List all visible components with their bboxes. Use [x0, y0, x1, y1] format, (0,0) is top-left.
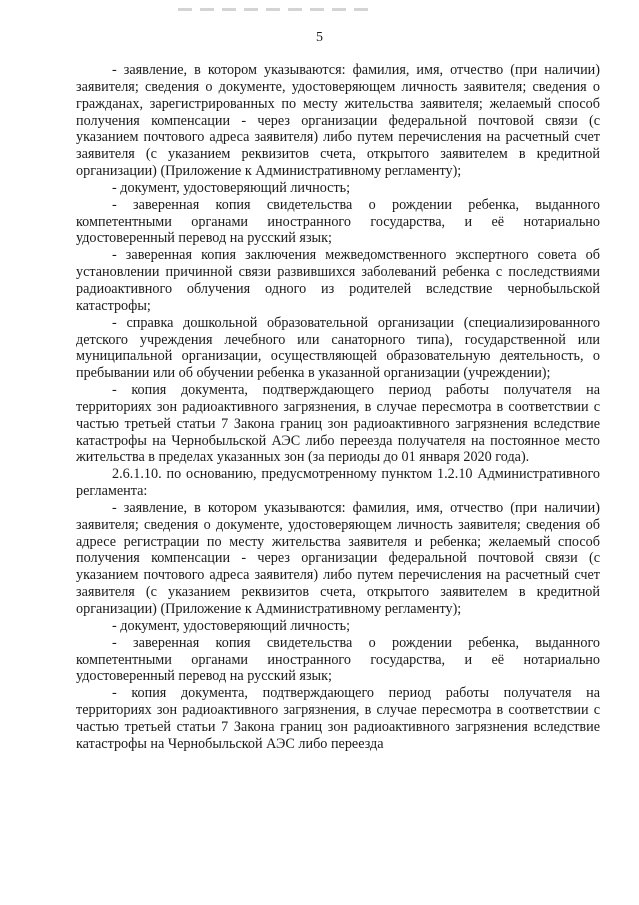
document-body [76, 62, 600, 753]
list-item-identity-document: - документ, удостоверяющий личность; [112, 617, 351, 634]
list-item-preschool-certificate: - справка дошкольной образовательной организации (специализированного детского учреждения лечебного или санаторного типа), государственной или муниципальной организации, осуществляющей образовательную деятельность, о пребывании или об обучении ребенка в указанной организации (учреждении); [76, 314, 600, 382]
list-item-work-period-document: - копия документа, подтверждающего период работы получателя на территориях зон радиоактивного загрязнения, в случае пересмотра в соответствии с частью третьей статьи 7 Закона границ зон радиоактивного загрязнения вследствие катастрофы на Чернобыльской АЭС либо переезда получателя на постоянное место жительства в пределах указанных зон (за периоды до 01 января 2020 года). [76, 382, 600, 466]
list-item-expert-council-conclusion: - заверенная копия заключения межведомственного экспертного совета об установлении причинной связи развившихся заболеваний ребенка с последствиями радиоактивного облучения одного из родителей вследствие чернобыльской катастрофы; [76, 247, 600, 314]
list-item-birth-certificate-copy: - заверенная копия свидетельства о рождении ребенка, выданного компетентными органами иностранного государства, и её нотариально удостоверенный перевод на русский язык; [76, 634, 600, 685]
scan-header-marks [178, 8, 368, 11]
section-2-6-1-10-heading: 2.6.1.10. по основанию, предусмотренному пунктом 1.2.10 Административного регламента: [76, 466, 600, 500]
list-item-application: - заявление, в котором указываются: фамилия, имя, отчество (при наличии) заявителя; сведения о документе, удостоверяющем личность заявителя; сведения о гражданах, зарегистрированных по месту жительства заявителя; желаемый способ получения компенсации - через организации федеральной почтовой связи (с указанием почтового адреса заявителя) либо путем перечисления на расчетный счет заявителя (с указанием реквизитов счета, открытого заявителем в кредитной организации) (Приложение к Административному регламенту); [76, 62, 600, 180]
list-item-identity-document: - документ, удостоверяющий личность; [112, 179, 351, 196]
list-item-work-period-document: - копия документа, подтверждающего период работы получателя на территориях зон радиоактивного загрязнения, в случае пересмотра в соответствии с частью третьей статьи 7 Закона границ зон радиоактивного загрязнения вследствие катастрофы на Чернобыльской АЭС либо переезда [76, 685, 600, 752]
page-number: 5 [316, 30, 323, 45]
list-item-birth-certificate-copy: - заверенная копия свидетельства о рождении ребенка, выданного компетентными органами иностранного государства, и её нотариально удостоверенный перевод на русский язык; [76, 196, 600, 247]
list-item-application: - заявление, в котором указываются: фамилия, имя, отчество (при наличии) заявителя; сведения о документе, удостоверяющем личность заявителя; сведения об адресе регистрации по месту жительства заявителя и ребенка; желаемый способ получения компенсации - через организации федеральной почтовой связи (с указанием почтового адреса заявителя) либо путем перечисления на расчетный счет заявителя (с указанием реквизитов счета, открытого заявителем в кредитной организации) (Приложение к Административному регламенту); [76, 499, 600, 617]
